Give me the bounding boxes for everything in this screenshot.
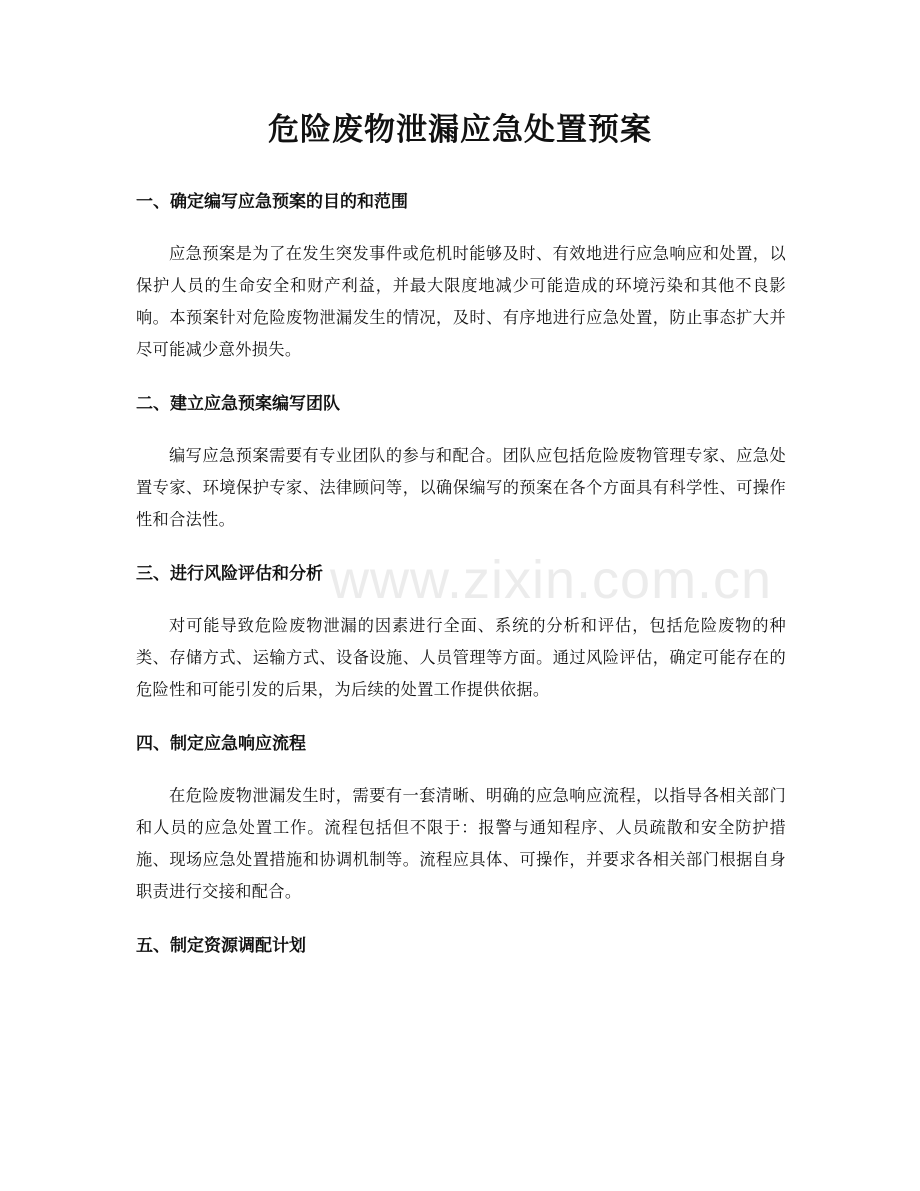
spacer <box>136 224 786 238</box>
section-paragraph: 在危险废物泄漏发生时，需要有一套清晰、明确的应急响应流程，以指导各相关部门和人员的应急处置工作。流程包括但不限于：报警与通知程序、人员疏散和安全防护措施、现场应急处置措施和协调机制等。流程应具体、可操作，并要求各相关部门根据自身职责进行交接和配合。 <box>136 786 786 901</box>
section-heading: 五、制定资源调配计划 <box>136 936 306 956</box>
spacer <box>136 908 786 924</box>
section-team <box>136 382 786 552</box>
section-risk-assessment <box>136 552 786 722</box>
section-heading: 一、确定编写应急预案的目的和范围 <box>136 192 408 212</box>
section-heading: 四、制定应急响应流程 <box>136 734 306 754</box>
section-purpose-scope <box>136 180 786 382</box>
section-response-process <box>136 722 786 924</box>
section-heading: 二、建立应急预案编写团队 <box>136 394 340 414</box>
spacer <box>136 766 786 780</box>
section-resource-plan <box>136 924 786 968</box>
document-body <box>136 180 786 968</box>
spacer <box>136 706 786 722</box>
spacer <box>136 596 786 610</box>
spacer <box>136 536 786 552</box>
page-title: 危险废物泄漏应急处置预案 <box>268 112 652 148</box>
spacer <box>136 426 786 440</box>
watermark-text: www.zixin.com.cn <box>330 550 773 610</box>
section-paragraph: 对可能导致危险废物泄漏的因素进行全面、系统的分析和评估，包括危险废物的种类、存储方式、运输方式、设备设施、人员管理等方面。通过风险评估，确定可能存在的危险性和可能引发的后果，为后续的处置工作提供依据。 <box>136 616 786 699</box>
section-paragraph: 应急预案是为了在发生突发事件或危机时能够及时、有效地进行应急响应和处置，以保护人员的生命安全和财产利益，并最大限度地减少可能造成的环境污染和其他不良影响。本预案针对危险废物泄漏发生的情况，及时、有序地进行应急处置，防止事态扩大并尽可能减少意外损失。 <box>136 244 786 359</box>
spacer <box>136 366 786 382</box>
section-paragraph: 编写应急预案需要有专业团队的参与和配合。团队应包括危险废物管理专家、应急处置专家、环境保护专家、法律顾问等，以确保编写的预案在各个方面具有科学性、可操作性和合法性。 <box>136 446 786 529</box>
section-heading: 三、进行风险评估和分析 <box>136 564 323 584</box>
